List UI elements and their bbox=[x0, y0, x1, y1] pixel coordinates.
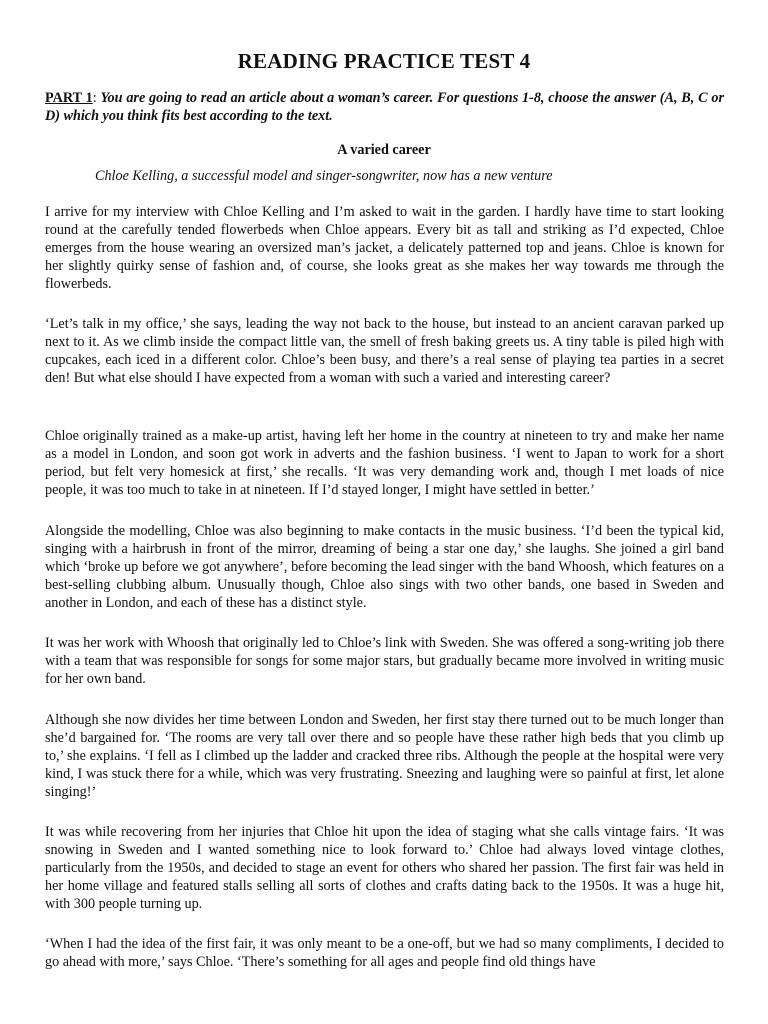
part-label: PART 1 bbox=[45, 90, 93, 106]
page-title: READING PRACTICE TEST 4 bbox=[237, 49, 531, 73]
paragraph-6: Although she now divides her time between London and Sweden, her first stay there turned out to be much longer than she’d bargained for. ‘The rooms are very tall over there and so people have these rather high beds that you climb up to,’ she explains. ‘I fell as I climbed up the ladder and cracked three ribs. Although the people at the hospital were very kind, I was stuck there for a while, which was very frustrating. Sneezing and laughing were so painful at first, let alone singing!’ bbox=[45, 712, 724, 800]
paragraph-3: Chloe originally trained as a make-up artist, having left her home in the country at nineteen to try and make her name as a model in London, and soon got work in adverts and the fashion business. ‘I went to Japan to work for a short period, but felt very homesick at first,’ she recalls. ‘It was very demanding work and, though I met loads of nice people, it was too much to take in at nineteen. If I’d stayed longer, I might have settled in better.’ bbox=[45, 428, 724, 498]
part-separator: : bbox=[92, 90, 101, 106]
paragraph-7: It was while recovering from her injuries that Chloe hit upon the idea of staging what she calls vintage fairs. ‘It was snowing in Sweden and I wanted something nice to look forward to.’ Chloe had always loved vintage clothes, particularly from the 1950s, and decided to stage an event for others who shared her passion. The first fair was held in her home village and featured stalls selling all sorts of clothes and crafts dating back to the 1950s. It was a huge hit, with 300 people turning up. bbox=[45, 824, 724, 912]
paragraph-5: It was her work with Whoosh that originally led to Chloe’s link with Sweden. She was offered a song-writing job there with a team that was responsible for songs for some major stars, but gradually became more involved in writing music for her own band. bbox=[45, 635, 724, 687]
part-instructions bbox=[45, 89, 724, 125]
instructions-text: You are going to read an article about a woman’s career. For questions 1-8, choose the answer (A, B, C or D) which you think fits best according to the text. bbox=[45, 90, 724, 124]
paragraph-8: ‘When I had the idea of the first fair, it was only meant to be a one-off, but we had so many compliments, I decided to go ahead with more,’ says Chloe. ‘There’s something for all ages and people find old things have bbox=[45, 936, 724, 970]
paragraph-2: ‘Let’s talk in my office,’ she says, leading the way not back to the house, but instead to an ancient caravan parked up next to it. As we climb inside the compact little van, the smell of fresh baking greets us. A tiny table is piled high with cupcakes, each iced in a different color. Chloe’s been busy, and there’s a real sense of playing tea parties in a secret den! But what else should I have expected from a woman with such a varied and interesting career? bbox=[45, 316, 724, 386]
article-title: A varied career bbox=[337, 142, 431, 158]
article-subtitle: Chloe Kelling, a successful model and singer-songwriter, now has a new venture bbox=[95, 168, 553, 184]
paragraph-4: Alongside the modelling, Chloe was also beginning to make contacts in the music business. ‘I’d been the typical kid, singing with a hairbrush in front of the mirror, dreaming of being a star one day,’ she laughs. She joined a girl band which ‘broke up before we got anywhere’, before becoming the lead singer with the band Whoosh, which features on a best-selling clubbing album. Unusually though, Chloe also sings with two other bands, one based in Sweden and another in London, and each of these has a distinct style. bbox=[45, 523, 724, 611]
paragraph-1: I arrive for my interview with Chloe Kelling and I’m asked to wait in the garden. I hardly have time to start looking round at the carefully tended flowerbeds when Chloe appears. Every bit as tall and striking as I’d expected, Chloe emerges from the house wearing an oversized man’s jacket, a delicately patterned top and jeans. Chloe is known for her slightly quirky sense of fashion and, of course, she looks great as she makes her way towards me through the flowerbeds. bbox=[45, 204, 724, 292]
